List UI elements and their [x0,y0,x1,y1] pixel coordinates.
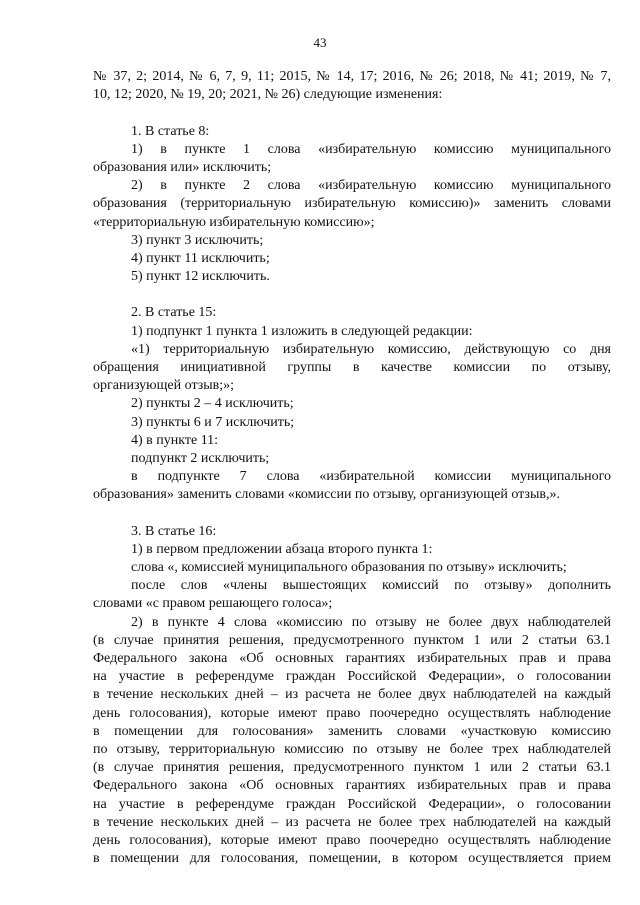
paragraph-gap [93,505,611,523]
text-line: после слов «члены вышестоящих комиссий по отзыву» дополнить [131,578,611,594]
text-line: день голосования), которые имеют право поочередно осуществлять наблюдение [93,832,611,848]
text-line: 3) пункт 3 исключить; [131,232,264,248]
text-line: образования (территориальную избирательную комиссию)» заменить словами [93,196,611,212]
text-line: «территориальную избирательную комиссию»; [93,214,375,230]
text-line: Федерального закона «Об основных гарантиях избирательных прав и права [93,651,611,666]
text-line: образования» заменить словами «комиссии по отзыву, организующей отзыв,». [93,487,560,503]
text-line: 4) в пункте 11: [131,432,219,448]
text-line: 1) в пункте 1 слова «избирательную комиссию муниципального [131,141,611,157]
text-line: 1) в первом предложении абзаца второго пункта 1: [131,541,433,557]
text-line: 2) в пункте 4 слова «комиссию по отзыву не более двух наблюдателей [131,614,611,630]
text-line: в подпункте 7 слова «избирательной комиссии муниципального [131,469,611,485]
text-line: (в случае принятия решения, предусмотренного пунктом 1 или 2 статьи 63.1 [93,760,611,776]
text-line: 4) пункт 11 исключить; [131,250,270,266]
text-line: день голосования), которые имеют право поочередно осуществлять наблюдение [93,705,611,721]
text-line: 2) пункты 2 – 4 исключить; [131,396,294,412]
text-line: в течение нескольких дней – из расчета не более двух наблюдателей на каждый [93,687,611,703]
text-line: в течение нескольких дней – из расчета не более трех наблюдателей на каждый [93,814,611,830]
document-body [93,68,611,868]
text-line: по отзыву, территориальную комиссию по отзыву не более трех наблюдателей [93,741,611,757]
text-line: Федерального закона «Об основных гарантиях избирательных прав и права [93,778,611,794]
text-line: 5) пункт 12 исключить. [131,269,270,285]
paragraph-gap [93,104,611,122]
text-line: 1. В статье 8: [131,123,210,139]
text-line: 3. В статье 16: [131,523,217,539]
text-line: словами «с правом решающего голоса»; [93,596,333,612]
text-line: 1) подпункт 1 пункта 1 изложить в следующей редакции: [131,323,473,339]
text-line: слова «, комиссией муниципального образования по отзыву» исключить; [131,560,567,576]
text-line: в помещении для голосования, помещении, в котором осуществляется прием [93,851,611,867]
text-line: в помещении для голосования» заменить словами «участковую комиссию [93,723,611,739]
text-line: 10, 12; 2020, № 19, 20; 2021, № 26) следующие изменения: [93,87,443,103]
text-line: образования или» исключить; [93,159,272,175]
text-line: «1) территориальную избирательную комиссию, действующую со дня [131,341,611,357]
text-line: 3) пункты 6 и 7 исключить; [131,414,295,430]
page-number: 43 [313,35,327,50]
paragraph-gap [93,286,611,304]
text-line: обращения инициативной группы в качестве комиссии по отзыву, [93,360,611,375]
text-line: 2. В статье 15: [131,305,217,321]
text-line: организующей отзыв;»; [93,378,235,394]
text-line: (в случае принятия решения, предусмотренного пунктом 1 или 2 статьи 63.1 [93,632,611,648]
text-line: подпункт 2 исключить; [131,450,270,466]
text-line: на участие в референдуме граждан Российской Федерации», о голосовании [93,796,611,812]
text-line: на участие в референдуме граждан Российской Федерации», о голосовании [93,669,611,685]
text-line: 2) в пункте 2 слова «избирательную комиссию муниципального [131,178,611,194]
text-line: № 37, 2; 2014, № 6, 7, 9, 11; 2015, № 14, 17; 2016, № 26; 2018, № 41; 2019, № 7, [93,69,611,84]
